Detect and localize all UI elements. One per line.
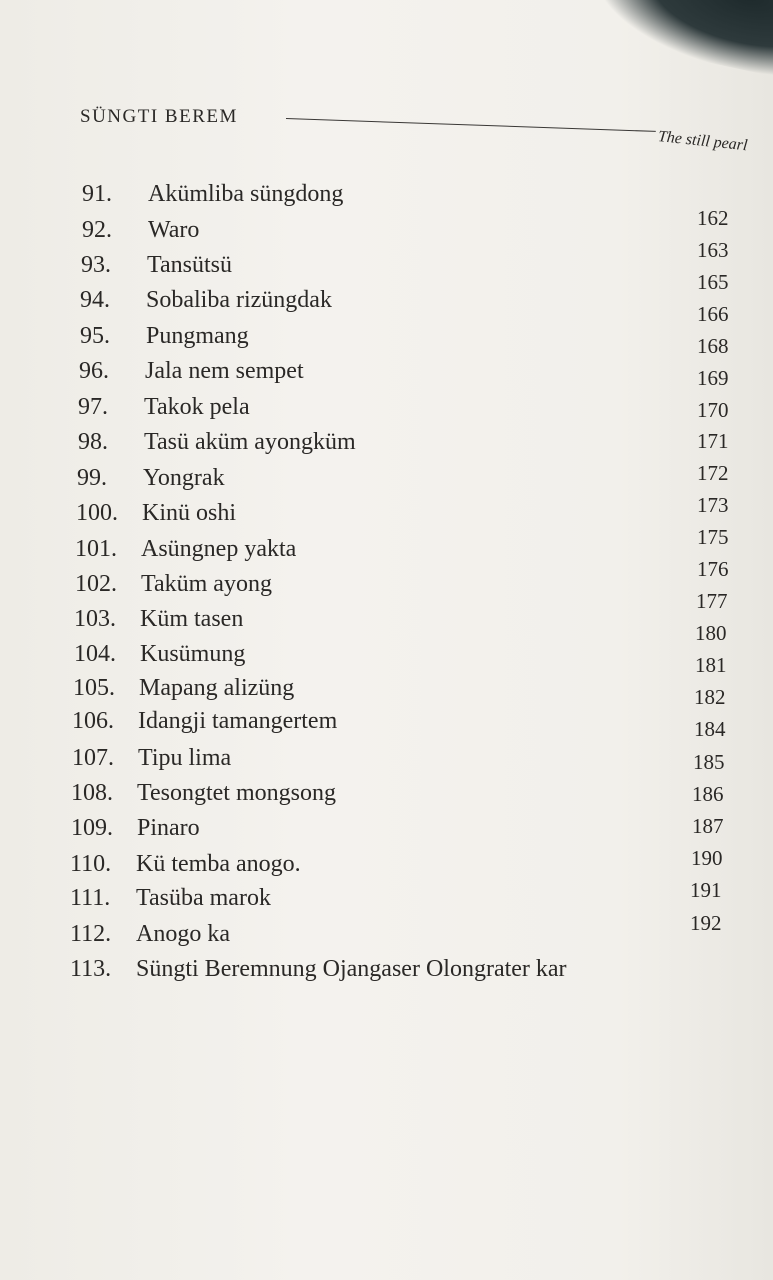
entry-number: 112. bbox=[70, 921, 112, 947]
toc-entry bbox=[73, 674, 294, 702]
page-number: 162 bbox=[697, 206, 729, 230]
entry-title: Tipu lima bbox=[138, 745, 232, 771]
page-number: 186 bbox=[692, 782, 724, 806]
page-number: 190 bbox=[691, 846, 723, 870]
entry-title: Taküm ayong bbox=[141, 571, 272, 597]
page-number: 185 bbox=[693, 750, 725, 774]
page-number: 166 bbox=[697, 302, 729, 326]
running-title: SÜNGTI BEREM bbox=[80, 106, 238, 127]
toc-entry bbox=[79, 357, 304, 385]
toc-entry bbox=[82, 216, 199, 244]
page-number: 171 bbox=[697, 429, 729, 453]
entry-number: 101. bbox=[75, 536, 117, 562]
entry-title: Mapang alizüng bbox=[139, 675, 295, 701]
entry-number: 103. bbox=[74, 606, 116, 632]
entry-title: Tasü aküm ayongküm bbox=[144, 429, 356, 455]
toc-entry bbox=[72, 707, 337, 735]
entry-number: 107. bbox=[72, 745, 114, 771]
entry-number: 98. bbox=[78, 429, 108, 455]
toc-entry bbox=[70, 955, 567, 983]
entry-title: Jala nem sempet bbox=[145, 358, 304, 384]
entry-number: 105. bbox=[73, 675, 115, 701]
entry-number: 110. bbox=[70, 851, 112, 877]
entry-title: Akümliba süngdong bbox=[148, 181, 344, 207]
entry-title: Tasüba marok bbox=[136, 885, 271, 911]
page-number: 170 bbox=[697, 398, 729, 422]
toc-entry bbox=[71, 779, 336, 807]
entry-title: Küm tasen bbox=[140, 606, 244, 632]
toc-entry bbox=[70, 850, 301, 878]
entry-number: 100. bbox=[76, 500, 118, 526]
entry-number: 97. bbox=[78, 394, 108, 420]
entry-number: 91. bbox=[82, 181, 112, 207]
entry-title: Pinaro bbox=[137, 815, 200, 841]
page-number: 182 bbox=[694, 685, 726, 709]
entry-number: 111. bbox=[70, 885, 111, 911]
toc-entry bbox=[76, 499, 236, 527]
page-number: 175 bbox=[697, 525, 729, 549]
entry-number: 113. bbox=[70, 956, 112, 982]
toc-entry bbox=[80, 322, 249, 350]
entry-title: Pungmang bbox=[146, 323, 249, 349]
entry-number: 94. bbox=[80, 287, 110, 313]
page-number: 191 bbox=[690, 878, 722, 902]
toc-entry bbox=[78, 428, 356, 456]
entry-title: Takok pela bbox=[144, 394, 250, 420]
toc-entry bbox=[82, 180, 343, 208]
page-number: 172 bbox=[697, 461, 729, 485]
entry-title: Sobaliba rizüngdak bbox=[146, 287, 332, 313]
page-number: 165 bbox=[697, 270, 729, 294]
entry-title: Yongrak bbox=[143, 465, 225, 491]
page-number: 184 bbox=[694, 717, 726, 741]
entry-title: Kinü oshi bbox=[142, 500, 237, 526]
entry-number: 95. bbox=[80, 323, 110, 349]
entry-number: 108. bbox=[71, 780, 113, 806]
entry-number: 102. bbox=[75, 571, 117, 597]
entry-title: Tansütsü bbox=[147, 252, 232, 278]
page-number: 192 bbox=[690, 911, 722, 935]
toc-entry bbox=[74, 640, 245, 668]
toc-entry bbox=[77, 464, 225, 492]
entry-number: 109. bbox=[71, 815, 113, 841]
toc-entry bbox=[74, 605, 243, 633]
page-number: 180 bbox=[695, 621, 727, 645]
entry-title: Anogo ka bbox=[136, 921, 230, 947]
entry-title: Kusümung bbox=[140, 641, 246, 667]
entry-number: 96. bbox=[79, 358, 109, 384]
toc-entry bbox=[72, 744, 231, 772]
page-number: 168 bbox=[697, 334, 729, 358]
toc-entry bbox=[70, 884, 271, 912]
toc-entry bbox=[70, 920, 230, 948]
entry-title: Asüngnep yakta bbox=[141, 536, 297, 562]
page-number: 187 bbox=[692, 814, 724, 838]
toc-entry bbox=[78, 393, 250, 421]
entry-number: 106. bbox=[72, 708, 114, 734]
toc-entry bbox=[71, 814, 200, 842]
entry-number: 99. bbox=[77, 465, 107, 491]
entry-number: 92. bbox=[82, 217, 112, 243]
toc-entry bbox=[81, 251, 232, 279]
running-subtitle: The still pearl bbox=[657, 128, 749, 155]
entry-title: Süngti Beremnung Ojangaser Olongrater kar bbox=[136, 956, 567, 982]
page-number: 177 bbox=[696, 589, 728, 613]
toc-entry bbox=[80, 286, 332, 314]
page-number: 176 bbox=[697, 557, 729, 581]
toc-entry bbox=[75, 535, 296, 563]
toc-entry bbox=[75, 570, 272, 598]
entry-title: Tesongtet mongsong bbox=[137, 780, 336, 806]
page-number: 163 bbox=[697, 238, 729, 262]
page-number: 169 bbox=[697, 366, 729, 390]
entry-title: Waro bbox=[148, 217, 200, 243]
entry-title: Kü temba anogo. bbox=[136, 851, 301, 877]
page-number: 181 bbox=[695, 653, 727, 677]
entry-number: 93. bbox=[81, 252, 111, 278]
page-number: 173 bbox=[697, 493, 729, 517]
entry-number: 104. bbox=[74, 641, 116, 667]
entry-title: Idangji tamangertem bbox=[138, 708, 338, 734]
